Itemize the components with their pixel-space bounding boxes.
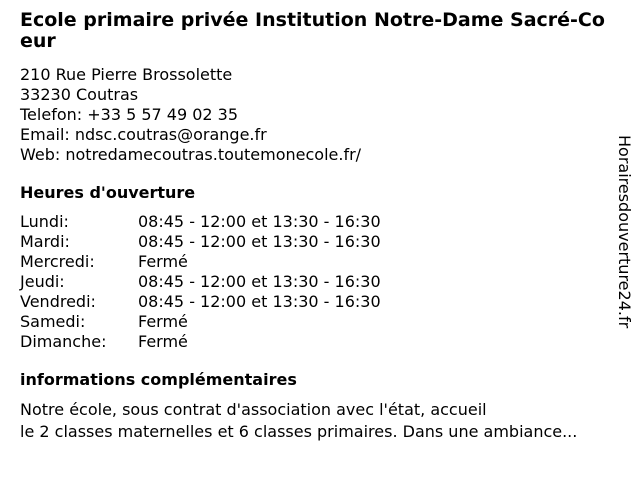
hours-heading: Heures d'ouverture (20, 183, 196, 202)
hours-day: Mardi: (20, 232, 70, 251)
hours-day: Mercredi: (20, 252, 95, 271)
page-title: Ecole primaire privée Institution Notre-Dame Sacré-Coeur (20, 9, 605, 52)
hours-time: Fermé (138, 252, 188, 271)
info-heading: informations complémentaires (20, 370, 297, 389)
hours-day: Vendredi: (20, 292, 96, 311)
hours-time: 08:45 - 12:00 et 13:30 - 16:30 (138, 212, 381, 231)
hours-row-friday (20, 292, 620, 312)
address-city: 33230 Coutras (20, 85, 139, 104)
hours-time: 08:45 - 12:00 et 13:30 - 16:30 (138, 232, 381, 251)
info-line-2: le 2 classes maternelles et 6 classes primaires. Dans une ambiance... (20, 422, 578, 441)
hours-day: Jeudi: (20, 272, 65, 291)
address-street: 210 Rue Pierre Brossolette (20, 65, 233, 84)
hours-row-monday (20, 212, 620, 232)
hours-table (20, 212, 620, 352)
info-text (20, 399, 625, 443)
hours-day: Samedi: (20, 312, 86, 331)
hours-time: Fermé (138, 312, 188, 331)
hours-row-tuesday (20, 232, 620, 252)
hours-time: 08:45 - 12:00 et 13:30 - 16:30 (138, 272, 381, 291)
web-line: Web: notredamecoutras.toutemonecole.fr/ (20, 145, 362, 164)
address-block (20, 65, 620, 165)
email-line: Email: ndsc.coutras@orange.fr (20, 125, 267, 144)
hours-row-thursday (20, 272, 620, 292)
page-content (20, 10, 620, 443)
hours-time: 08:45 - 12:00 et 13:30 - 16:30 (138, 292, 381, 311)
hours-day: Dimanche: (20, 332, 107, 351)
info-line-1: Notre école, sous contrat d'association avec l'état, accueil (20, 400, 487, 419)
hours-day: Lundi: (20, 212, 69, 231)
phone-line: Telefon: +33 5 57 49 02 35 (20, 105, 239, 124)
hours-row-wednesday (20, 252, 620, 272)
hours-row-saturday (20, 312, 620, 332)
site-watermark: Horairesdouverture24.fr (615, 135, 634, 329)
hours-row-sunday (20, 332, 620, 352)
hours-time: Fermé (138, 332, 188, 351)
